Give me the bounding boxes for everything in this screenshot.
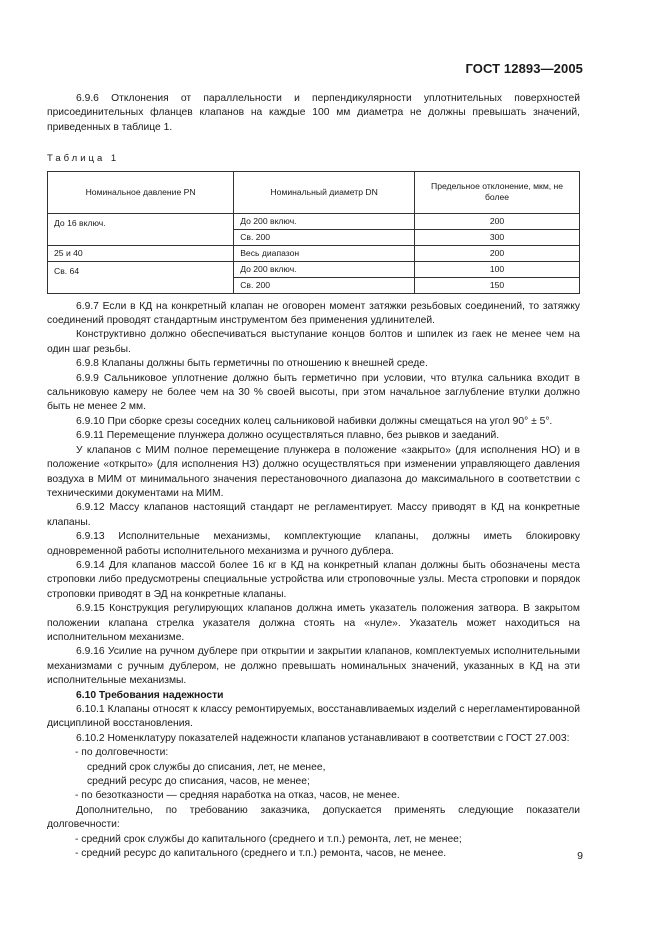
cell-deviation: 300 bbox=[415, 229, 580, 245]
list-item-safety: - по безотказности — средняя наработка на отказ, часов, не менее. bbox=[75, 790, 400, 802]
cell-deviation: 150 bbox=[415, 277, 580, 293]
list-item: - средний ресурс до капитального (среднего и т.п.) ремонта, часов, не менее. bbox=[75, 848, 447, 860]
cell-deviation: 100 bbox=[415, 261, 580, 277]
list-item: - средний срок службы до капитального (среднего и т.п.) ремонта, лет, не менее; bbox=[75, 833, 462, 845]
cell-dn: Весь диапазон bbox=[234, 245, 415, 261]
list-item-durability: - по долговечности: bbox=[75, 747, 169, 759]
list-subitem: средний ресурс до списания, часов, не менее; bbox=[87, 776, 310, 788]
paragraph-6-9-14: 6.9.14 Для клапанов массой более 16 кг в КД на конкретный клапан должны быть обозначены места строповки либо предусмотрены специальные устройства или строповочные узлы. Места строповки и порядок строповки приводят в ЭД на конкретные клапаны. bbox=[47, 559, 580, 600]
section-title-6-10: 6.10 Требования надежности bbox=[76, 689, 224, 701]
paragraph-6-9-13: 6.9.13 Исполнительные механизмы, комплектующие клапаны, должны иметь блокировку одновременной работы исполнительного механизма и ручного дублера. bbox=[47, 531, 580, 557]
document-header: ГОСТ 12893—2005 bbox=[465, 61, 583, 76]
cell-pn: До 16 включ. bbox=[48, 213, 234, 245]
paragraph-6-9-12: 6.9.12 Массу клапанов настоящий стандарт не регламентирует. Массу приводят в КД на конкретные клапаны. bbox=[47, 502, 580, 528]
paragraph-6-9-11: 6.9.11 Перемещение плунжера должно осуществляться плавно, без рывков и заеданий. bbox=[76, 430, 500, 442]
cell-dn: До 200 включ. bbox=[234, 213, 415, 229]
page-number: 9 bbox=[577, 850, 583, 862]
table-header-row bbox=[48, 171, 580, 213]
paragraph-6-10-2: 6.10.2 Номенклатуру показателей надежности клапанов устанавливают в соответствии с ГОСТ 27.003: bbox=[76, 732, 570, 744]
paragraph-bolts: Конструктивно должно обеспечиваться выступание концов болтов и шпилек из гаек не менее чем на один шаг резьбы. bbox=[47, 329, 580, 355]
paragraph-6-9-6: 6.9.6 Отклонения от параллельности и перпендикулярности уплотнительных поверхностей присоединительных фланцев клапанов на каждые 100 мм диаметра не должны превышать значений, приведенных в таблице 1. bbox=[47, 93, 580, 133]
table-1 bbox=[47, 171, 580, 294]
table-row bbox=[48, 261, 580, 277]
paragraph-6-10-1: 6.10.1 Клапаны относят к классу ремонтируемых, восстанавливаемых изделий с нерегламентированной дисциплиной восстановления. bbox=[47, 704, 580, 730]
paragraph-mim: У клапанов с МИМ полное перемещение плунжера в положение «закрыто» (для исполнения НО) и в положение «открыто» (для исполнения НЗ) должно осуществляться при изменении управляющего давления воздуха в МИМ от минимального значения перестановочного диапазона до максимального в соответствии с техническими документами на МИМ. bbox=[47, 444, 580, 499]
table-row bbox=[48, 213, 580, 229]
page-content bbox=[47, 92, 580, 861]
header-pn: Номинальное давление PN bbox=[48, 171, 234, 213]
paragraph-6-9-8: 6.9.8 Клапаны должны быть герметичны по отношению к внешней среде. bbox=[76, 358, 428, 370]
paragraph-extra: Дополнительно, по требованию заказчика, допускается применять следующие показатели долговечности: bbox=[47, 804, 580, 831]
table-caption: Таблица 1 bbox=[47, 153, 120, 165]
paragraph-6-9-10: 6.9.10 При сборке срезы соседних колец сальниковой набивки должны смещаться на угол 90° ± 5°. bbox=[76, 415, 553, 427]
list-subitem: средний срок службы до списания, лет, не менее, bbox=[87, 761, 326, 773]
table-row bbox=[48, 245, 580, 261]
cell-dn: Св. 200 bbox=[234, 229, 415, 245]
cell-dn: До 200 включ. bbox=[234, 261, 415, 277]
header-deviation: Предельное отклонение, мкм, не более bbox=[415, 171, 580, 213]
paragraph-6-9-9: 6.9.9 Сальниковое уплотнение должно быть герметично при условии, что втулка сальника входит в сальниковую камеру не более чем на 30 % своей высоты, при этом начальное заглубление втулки должно быть не менее 2 мм. bbox=[47, 372, 580, 413]
paragraph-6-9-16: 6.9.16 Усилие на ручном дублере при открытии и закрытии клапанов, комплектуемых исполнительными механизмами с ручным дублером, не должно превышать номинальных значений, указанных в КД на эти исполнительные механизмы. bbox=[47, 646, 580, 687]
header-dn: Номинальный диаметр DN bbox=[234, 171, 415, 213]
cell-pn: Св. 64 bbox=[48, 261, 234, 293]
paragraph-6-9-7: 6.9.7 Если в КД на конкретный клапан не оговорен момент затяжки резьбовых соединений, то затяжку соединений проводят стандартным инструментом без применения удлинителей. bbox=[47, 300, 580, 327]
paragraph-6-9-15: 6.9.15 Конструкция регулирующих клапанов должна иметь указатель положения затвора. В закрытом положении клапана стрелка указателя должна стоять на «нуле». Указатель может находиться на исполнительном механизме. bbox=[47, 603, 580, 643]
cell-deviation: 200 bbox=[415, 213, 580, 229]
cell-pn: 25 и 40 bbox=[48, 245, 234, 261]
cell-deviation: 200 bbox=[415, 245, 580, 261]
cell-dn: Св. 200 bbox=[234, 277, 415, 293]
